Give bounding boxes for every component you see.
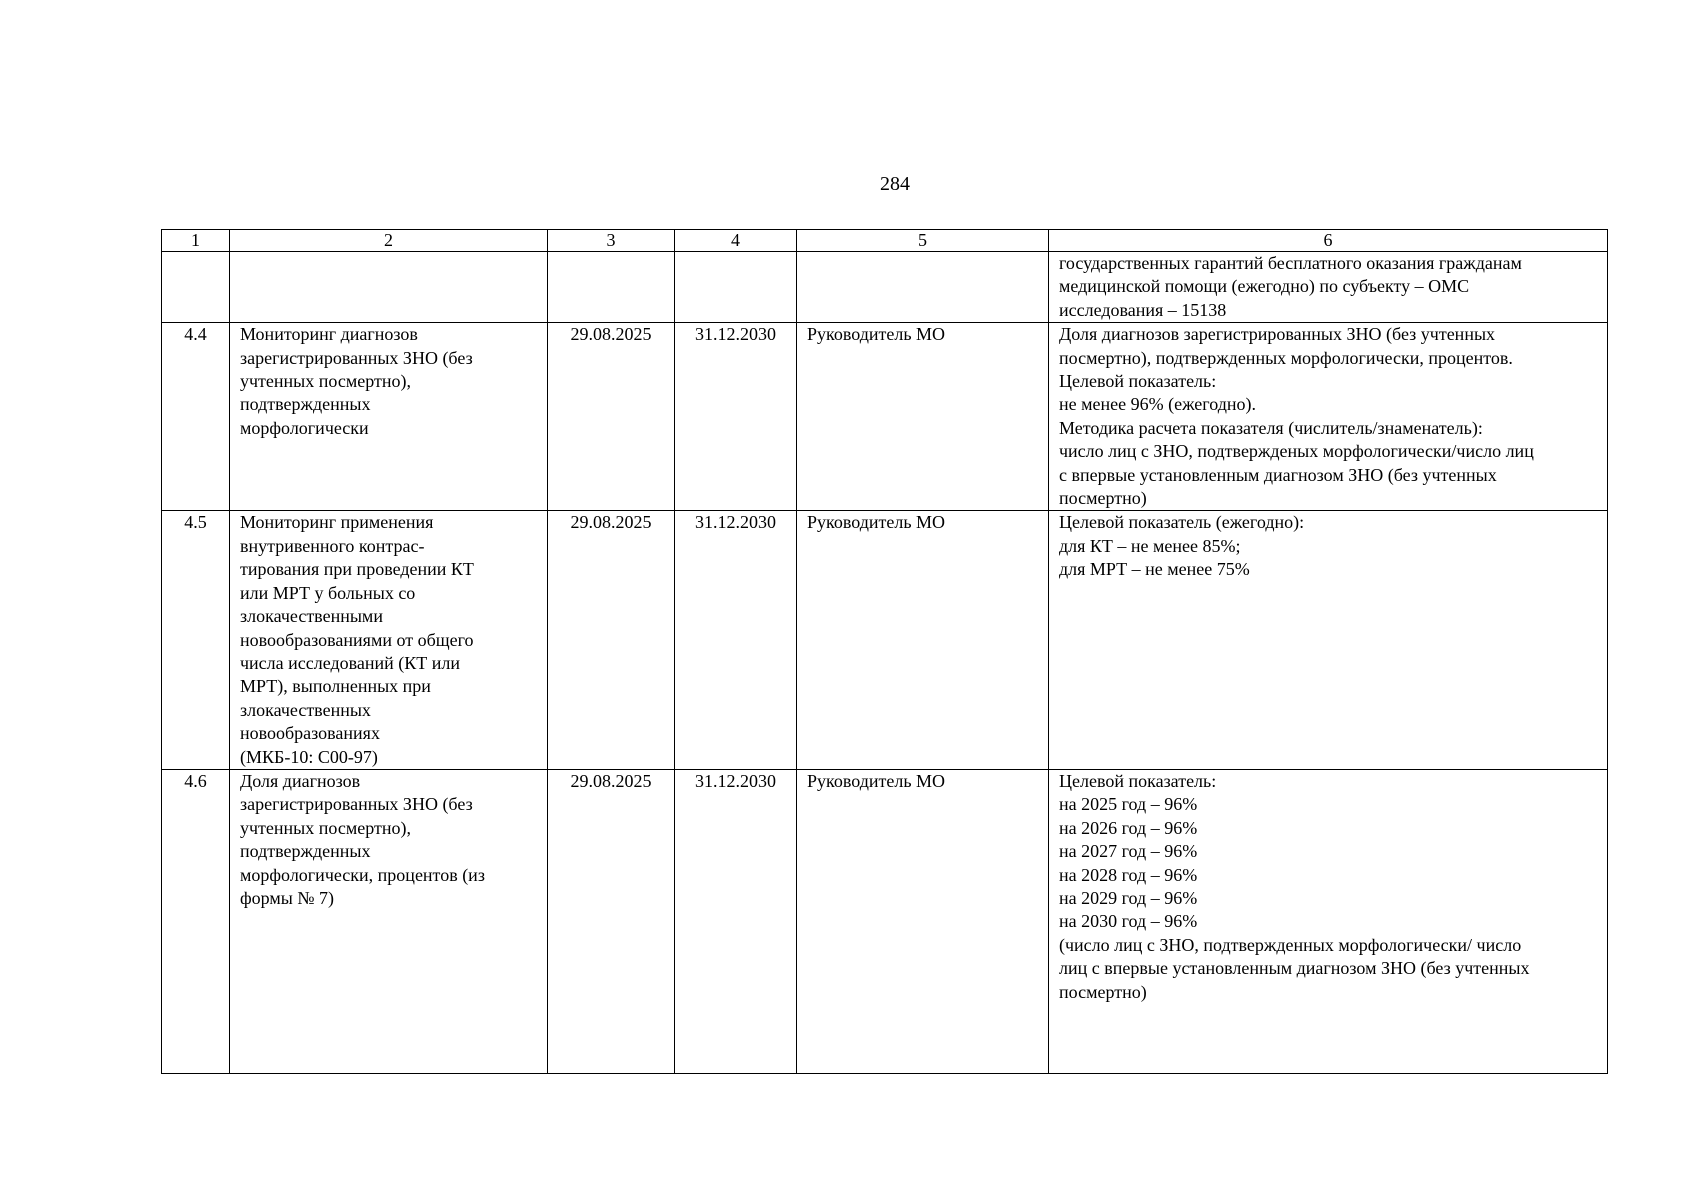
cell-empty xyxy=(675,252,797,323)
cell-responsible: Руководитель МО xyxy=(797,511,1049,769)
cell-responsible: Руководитель МО xyxy=(797,323,1049,511)
cell-item-number: 4.4 xyxy=(162,323,230,511)
cell-end-date: 31.12.2030 xyxy=(675,769,797,1073)
cell-empty xyxy=(230,252,548,323)
column-header-2: 2 xyxy=(230,230,548,252)
cell-start-date: 29.08.2025 xyxy=(548,769,675,1073)
cell-item-number: 4.6 xyxy=(162,769,230,1073)
column-header-6: 6 xyxy=(1049,230,1608,252)
cell-activity-name: Мониторинг диагнозов зарегистрированных ЗНО (без учтенных посмертно), подтвержденных морфологически xyxy=(230,323,548,511)
table-header-row xyxy=(162,230,1608,252)
table-row xyxy=(162,769,1608,1073)
table-row xyxy=(162,511,1608,769)
cell-result: Целевой показатель (ежегодно): для КТ – не менее 85%; для МРТ – не менее 75% xyxy=(1049,511,1608,769)
cell-empty xyxy=(797,252,1049,323)
table-row xyxy=(162,323,1608,511)
column-header-1: 1 xyxy=(162,230,230,252)
cell-start-date: 29.08.2025 xyxy=(548,323,675,511)
column-header-3: 3 xyxy=(548,230,675,252)
plan-table xyxy=(161,229,1608,1074)
cell-empty xyxy=(162,252,230,323)
cell-item-number: 4.5 xyxy=(162,511,230,769)
cell-empty xyxy=(548,252,675,323)
table-row-continuation xyxy=(162,252,1608,323)
cell-activity-name: Мониторинг применения внутривенного контрас- тирования при проведении КТ или МРТ у больных со злокачественными новообразованиями от общего числа исследований (КТ или МРТ), выполненных при злокачественных новообразованиях (МКБ-10: С00-97) xyxy=(230,511,548,769)
cell-end-date: 31.12.2030 xyxy=(675,511,797,769)
cell-result: Целевой показатель: на 2025 год – 96% на 2026 год – 96% на 2027 год – 96% на 2028 год – 96% на 2029 год – 96% на 2030 год – 96% (число лиц с ЗНО, подтвержденных морфологически/ число лиц с впервые установленным диагнозом ЗНО (без учтенных посмертно) xyxy=(1049,769,1608,1073)
cell-result-continuation: государственных гарантий бесплатного оказания гражданам медицинской помощи (ежегодно) по субъекту – ОМС исследования – 15138 xyxy=(1049,252,1608,323)
cell-activity-name: Доля диагнозов зарегистрированных ЗНО (без учтенных посмертно), подтвержденных морфологически, процентов (из формы № 7) xyxy=(230,769,548,1073)
cell-result: Доля диагнозов зарегистрированных ЗНО (без учтенных посмертно), подтвержденных морфологически, процентов. Целевой показатель: не менее 96% (ежегодно). Методика расчета показателя (числитель/знаменатель): число лиц с ЗНО, подтвержденых морфологически/число лиц с впервые установленным диагнозом ЗНО (без учтенных посмертно) xyxy=(1049,323,1608,511)
column-header-5: 5 xyxy=(797,230,1049,252)
page-number: 284 xyxy=(880,173,910,195)
cell-start-date: 29.08.2025 xyxy=(548,511,675,769)
cell-end-date: 31.12.2030 xyxy=(675,323,797,511)
column-header-4: 4 xyxy=(675,230,797,252)
cell-responsible: Руководитель МО xyxy=(797,769,1049,1073)
